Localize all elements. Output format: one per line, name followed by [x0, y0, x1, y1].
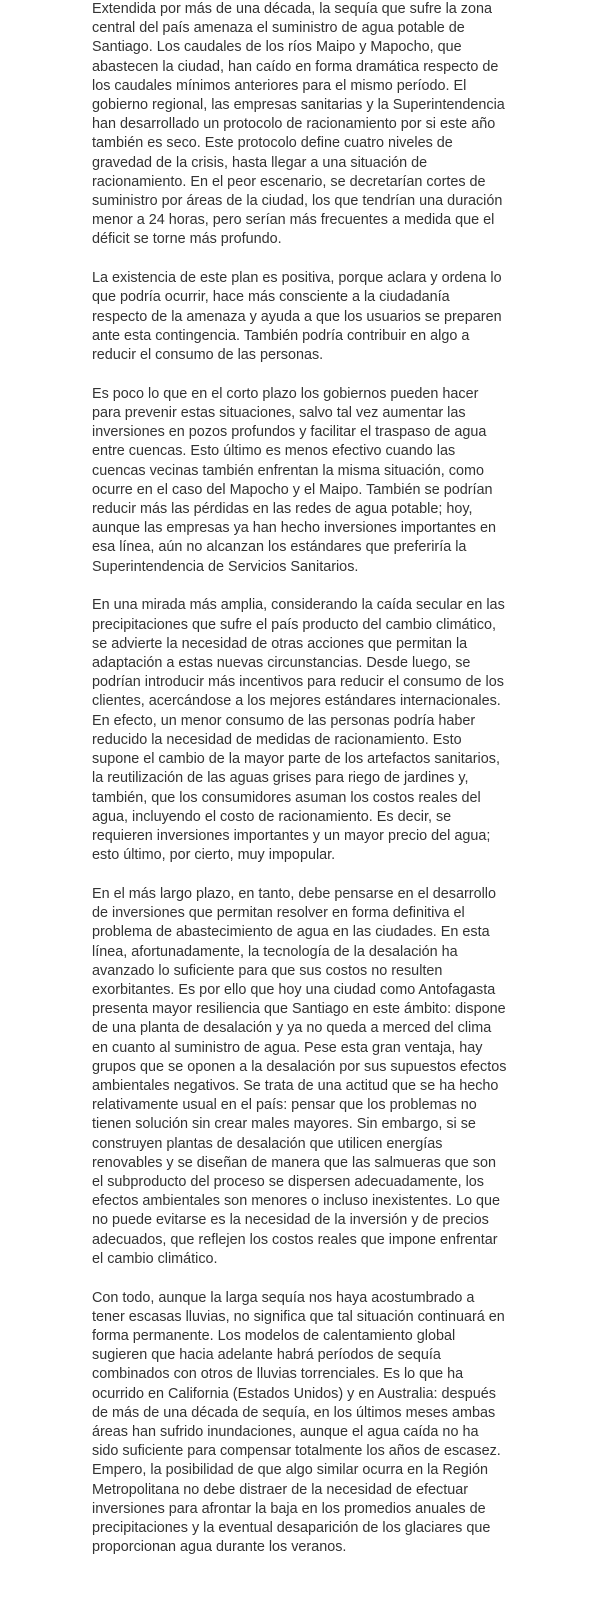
- article-paragraph-5: En el más largo plazo, en tanto, debe pensarse en el desarrollo de inversiones que permitan resolver en forma definitiva el problema de abastecimiento de agua en las ciudades. En esta línea, afortunadamente, la tecnología de la desalación ha avanzado lo suficiente para que sus costos no resulten exorbitantes. Es por ello que hoy una ciudad como Antofagasta presenta mayor resiliencia que Santiago en este ámbito: dispone de una planta de desalación y ya no queda a merced del clima en cuanto al suministro de agua. Pese esta gran ventaja, hay grupos que se oponen a la desalación por sus supuestos efectos ambientales negativos. Se trata de una actitud que se ha hecho relativamente usual en el país: pensar que los problemas no tienen solución sin crear males mayores. Sin embargo, si se construyen plantas de desalación que utilicen energías renovables y se diseñan de manera que las salmueras que son el subproducto del proceso se dispersen adecuadamente, los efectos ambientales son menores o incluso inexistentes. Lo que no puede evitarse es la necesidad de la inversión y de precios adecuados, que reflejen los costos reales que impone enfrentar el cambio climático.: [92, 885, 507, 1267]
- article-paragraph-6: Con todo, aunque la larga sequía nos haya acostumbrado a tener escasas lluvias, no significa que tal situación continuará en forma permanente. Los modelos de calentamiento global sugieren que hacia adelante habrá períodos de sequía combinados con otros de lluvias torrenciales. Es lo que ha ocurrido en California (Estados Unidos) y en Australia: después de más de una década de sequía, en los últimos meses ambas áreas han sufrido inundaciones, aunque el agua caída no ha sido suficiente para compensar totalmente los años de escasez. Empero, la posibilidad de que algo similar ocurra en la Región Metropolitana no debe distraer de la necesidad de efectuar inversiones para afrontar la baja en los promedios anuales de precipitaciones y la eventual desaparición de los glaciares que proporcionan agua durante los veranos.: [92, 1289, 505, 1556]
- article-paragraph-4: En una mirada más amplia, considerando la caída secular en las precipitaciones que sufre el país producto del cambio climático, se advierte la necesidad de otras acciones que permitan la adaptación a estas nuevas circunstancias. Desde luego, se podrían introducir más incentivos para reducir el consumo de los clientes, acercándose a los mejores estándares internacionales. En efecto, un menor consumo de las personas podría haber reducido la necesidad de medidas de racionamiento. Esto supone el cambio de la mayor parte de los artefactos sanitarios, la reutilización de las aguas grises para riego de jardines y, también, que los consumidores asuman los costos reales del agua, incluyendo el costo de racionamiento. Es decir, se requieren inversiones importantes y un mayor precio del agua; esto último, por cierto, muy impopular.: [92, 597, 505, 864]
- article-paragraph-1: Extendida por más de una década, la sequía que sufre la zona central del país amenaza el suministro de agua potable de Santiago. Los caudales de los ríos Maipo y Mapocho, que abastecen la ciudad, han caído en forma dramática respecto de los caudales mínimos anteriores para el mismo período. El gobierno regional, las empresas sanitarias y la Superintendencia han desarrollado un protocolo de racionamiento por si este año también es seco. Este protocolo define cuatro niveles de gravedad de la crisis, hasta llegar a una situación de racionamiento. En el peor escenario, se decretarían cortes de suministro por áreas de la ciudad, los que tendrían una duración menor a 24 horas, pero serían más frecuentes a medida que el déficit se torne más profundo.: [92, 1, 505, 248]
- article-paragraph-3: Es poco lo que en el corto plazo los gobiernos pueden hacer para prevenir estas situaciones, salvo tal vez aumentar las inversiones en pozos profundos y facilitar el traspaso de agua entre cuencas. Esto último es menos efectivo cuando las cuencas vecinas también enfrentan la misma situación, como ocurre en el caso del Mapocho y el Maipo. También se podrían reducir más las pérdidas en las redes de agua potable; hoy, aunque las empresas ya han hecho inversiones importantes en esa línea, aún no alcanzan los estándares que preferiría la Superintendencia de Servicios Sanitarios.: [92, 385, 496, 575]
- article-body: [80, 0, 520, 1577]
- article-paragraph-2: La existencia de este plan es positiva, porque aclara y ordena lo que podría ocurrir, hace más consciente a la ciudadanía respecto de la amenaza y ayuda a que los usuarios se preparen ante esta contingencia. También podría contribuir en algo a reducir el consumo de las personas.: [92, 270, 502, 364]
